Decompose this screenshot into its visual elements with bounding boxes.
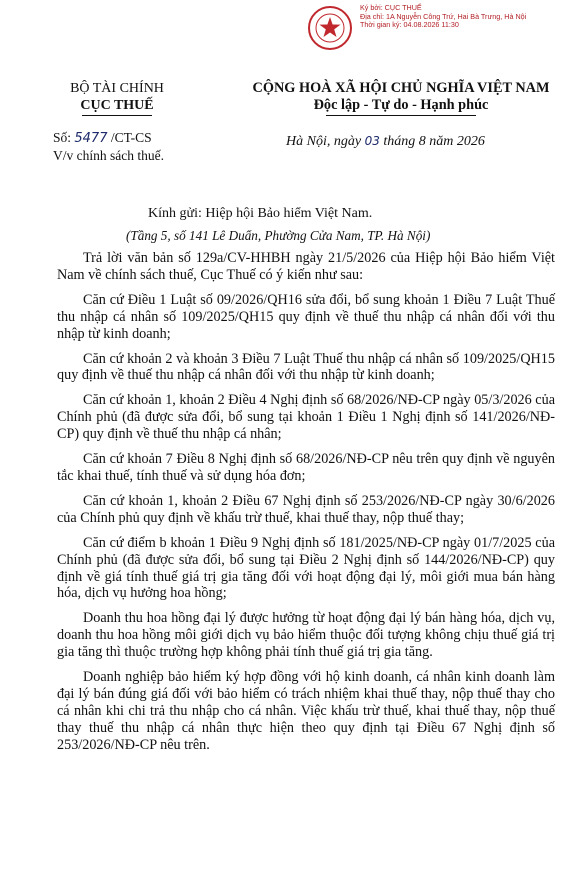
national-title (236, 80, 565, 116)
signature-signer: Ký bởi: CỤC THUẾ (360, 3, 422, 12)
national-motto: Độc lập - Tự do - Hạnh phúc (313, 97, 489, 113)
ministry-name: BỘ TÀI CHÍNH (70, 81, 164, 96)
signature-time: Thời gian ký: 04.08.2026 11:30 (360, 20, 459, 30)
number-value: 5477 (74, 131, 108, 146)
date-suffix: tháng 8 năm 2026 (379, 134, 485, 149)
date-day: 03 (364, 134, 380, 148)
paragraph: Trả lời văn bản số 129a/CV-HHBH ngày 21/5/2026 của Hiệp hội Bảo hiểm Việt Nam về chính sách thuế, Cục Thuế có ý kiến như sau: (57, 250, 555, 283)
paragraph: Căn cứ Điều 1 Luật số 09/2026/QH16 sửa đổi, bổ sung khoản 1 Điều 7 Luật Thuế thu nhập cá nhân số 109/2025/QH15 quy định về thuế thu nhập cá nhân đối với thu nhập từ kinh doanh; (57, 291, 555, 342)
recipient-line: Kính gửi: Hiệp hội Bảo hiểm Việt Nam. (148, 206, 373, 221)
recipient-address: (Tầng 5, số 141 Lê Duẩn, Phường Cửa Nam, TP. Hà Nội) (126, 228, 431, 243)
number-suffix: /CT-CS (107, 130, 152, 145)
paragraph: Căn cứ khoản 1, khoản 2 Điều 4 Nghị định số 68/2026/NĐ-CP ngày 05/3/2026 của Chính phủ (đã được sửa đổi, bổ sung tại khoản 1 Điều 1 Nghị định số 141/2026/NĐ-CP) quy định về thuế thu nhập cá nhân; (57, 392, 555, 443)
date-prefix: Hà Nội, ngày (286, 134, 365, 149)
agency-underline (82, 115, 152, 116)
motto-underline (326, 115, 476, 116)
document-date (286, 134, 485, 150)
paragraph: Căn cứ điểm b khoản 1 Điều 9 Nghị định số 181/2025/NĐ-CP ngày 01/7/2025 của Chính phủ (đã được sửa đổi, bổ sung tại Điều 2 Nghị định số 144/2026/NĐ-CP) quy định về giá tính thuế giá trị gia tăng đối với hoạt động đại lý, môi giới mua bán hàng hóa, dịch vụ hưởng hoa hồng; (57, 534, 555, 602)
number-label: Số: (53, 130, 75, 145)
paragraph: Doanh nghiệp bảo hiểm ký hợp đồng với hộ kinh doanh, cá nhân kinh doanh làm đại lý bán đúng giá đối với bảo hiểm có trách nhiệm khai thuế thay, nộp thuế thay cho cá nhân khi chi trả thu nhập cho cá nhân. Việc khấu trừ thuế, khai thuế thay, nộp thuế thay thuế thu nhập cá nhân thực hiện theo quy định tại Điều 67 Nghị định số 253/2026/NĐ-CP nêu trên. (57, 669, 555, 753)
paragraph: Căn cứ khoản 2 và khoản 3 Điều 7 Luật Thuế thu nhập cá nhân số 109/2025/QH15 quy định về thuế thu nhập cá nhân đối với thu nhập từ kinh doanh; (57, 350, 555, 384)
letter-body (57, 250, 555, 762)
agency-name: CỤC THUẾ (80, 98, 154, 113)
document-subject: V/v chính sách thuế. (53, 148, 164, 163)
paragraph: Doanh thu hoa hồng đại lý được hưởng từ hoạt động đại lý bán hàng hóa, dịch vụ, doanh thu hoa hồng môi giới dịch vụ bảo hiểm thuộc đối tượng không chịu thuế giá trị gia tăng thì thuộc trường hợp không phải tính thuế giá trị gia tăng. (57, 610, 555, 661)
issuing-authority (52, 80, 182, 116)
digital-signature-info (360, 4, 526, 30)
republic-name: CỘNG HOÀ XÃ HỘI CHỦ NGHĨA VIỆT NAM (252, 80, 550, 96)
document-number (53, 130, 152, 147)
signature-seal-icon (308, 6, 352, 50)
signature-address: Địa chỉ: 1A Nguyễn Công Trứ, Hai Bà Trưng, Hà Nội (360, 11, 527, 21)
paragraph: Căn cứ khoản 7 Điều 8 Nghị định số 68/2026/NĐ-CP nêu trên quy định về nguyên tắc khai thuế, tính thuế và sử dụng hóa đơn; (57, 451, 555, 484)
paragraph: Căn cứ khoản 1, khoản 2 Điều 67 Nghị định số 253/2026/NĐ-CP ngày 30/6/2026 của Chính phủ quy định về khấu trừ thuế, khai thuế thay, nộp thuế thay; (57, 492, 555, 526)
